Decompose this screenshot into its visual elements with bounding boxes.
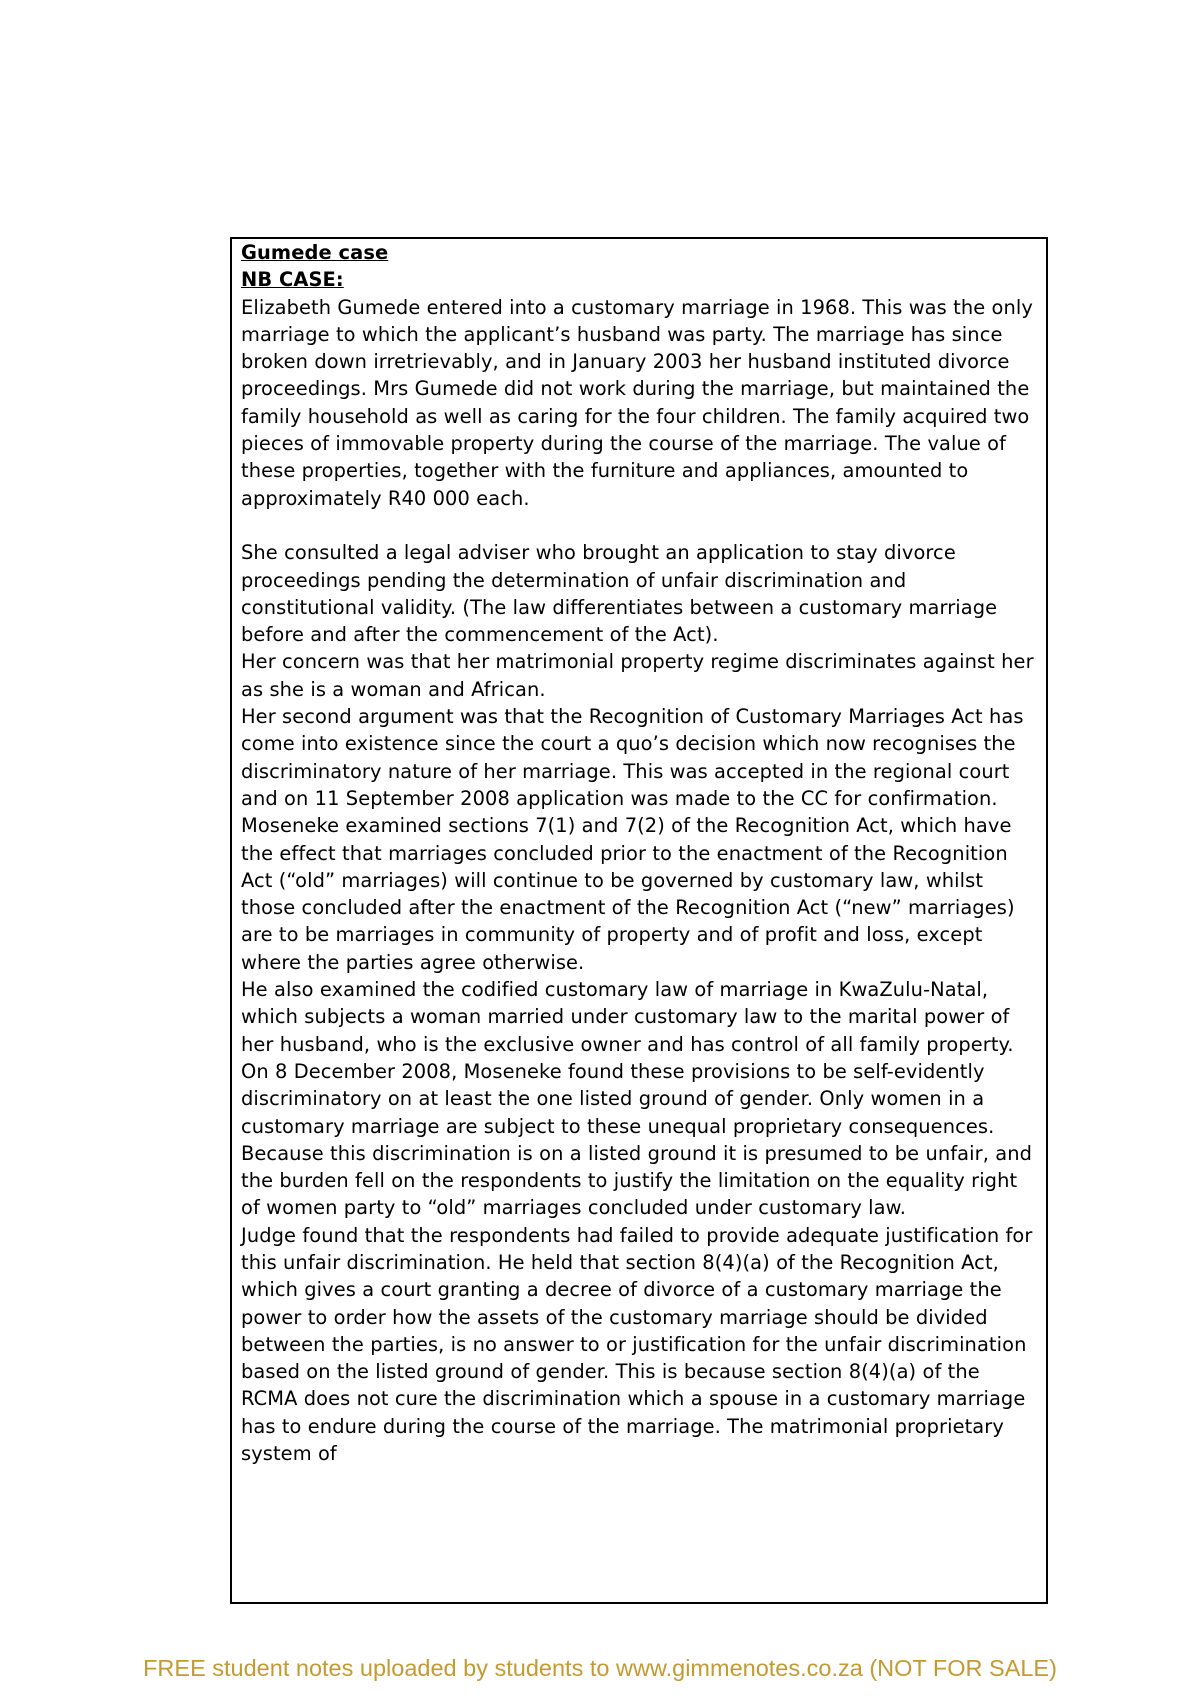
footer-notice: FREE student notes uploaded by students to www.gimmenotes.co.za (NOT FOR SALE) (143, 1655, 1057, 1681)
paragraph-application: She consulted a legal adviser who brought an application to stay divorce proceedings pending the determination of unfair discrimination and constitutional validity. (The law differentiates between a customary marriage before and after the commencement of the Act). (241, 541, 998, 647)
case-summary-box (230, 237, 1048, 1604)
paragraph-second-argument: Her second argument was that the Recognition of Customary Marriages Act has come into existence since the court a quo’s decision which now recognises the discriminatory nature of her marriage. This was accepted in the regional court and on 11 September 2008 application was made to the CC for confirmation. (241, 705, 1024, 810)
paragraph-justification: Judge found that the respondents had failed to provide adequate justification for this unfair discrimination. He held that section 8(4)(a) of the Recognition Act, which gives a court granting a decree of divorce of a customary marriage the power to order how the assets of the customary marriage should be divided between the parties, is no answer to or justification for the unfair discrimination based on the listed ground of gender. This is because section 8(4)(a) of the RCMA does not cure the discrimination which a spouse in a customary marriage has to endure during the course of the marriage. The matrimonial proprietary system of (241, 1223, 1033, 1466)
case-subtitle: NB CASE: (241, 268, 344, 292)
paragraph-facts: Elizabeth Gumede entered into a customary marriage in 1968. This was the only marriage to which the applicant’s husband was party. The marriage has since broken down irretrievably, and in January 2003 her husband instituted divorce proceedings. Mrs Gumede did not work during the marriage, but maintained the family household as well as caring for the four children. The family acquired two pieces of immovable property during the course of the marriage. The value of these properties, together with the furniture and appliances, amounted to approximately R40 000 each. (241, 295, 1033, 510)
case-title: Gumede case (241, 241, 389, 264)
paragraph-sections-examined: Moseneke examined sections 7(1) and 7(2) of the Recognition Act, which have the effect that marriages concluded prior to the enactment of the Recognition Act (“old” marriages) will continue to be governed by customary law, whilst those concluded after the enactment of the Recognition Act (“new” marriages) are to be marriages in community of property and of profit and loss, except where the parties agree otherwise. (241, 814, 1015, 974)
paragraph-concern: Her concern was that her matrimonial property regime discriminates against her as she is a woman and African. (241, 650, 1034, 701)
case-summary-text (241, 239, 1036, 1467)
paragraph-kwazulu-natal: He also examined the codified customary law of marriage in KwaZulu-Natal, which subjects a woman married under customary law to the marital power of her husband, who is the exclusive owner and has control of all family property. (241, 978, 1014, 1056)
paragraph-spacer (241, 512, 1036, 539)
paragraph-finding: On 8 December 2008, Moseneke found these provisions to be self-evidently discriminatory on at least the one listed ground of gender. Only women in a customary marriage are subject to these unequal proprietary consequences. Because this discrimination is on a listed ground it is presumed to be unfair, and the burden fell on the respondents to justify the limitation on the equality right of women party to “old” marriages concluded under customary law. (241, 1059, 1033, 1220)
